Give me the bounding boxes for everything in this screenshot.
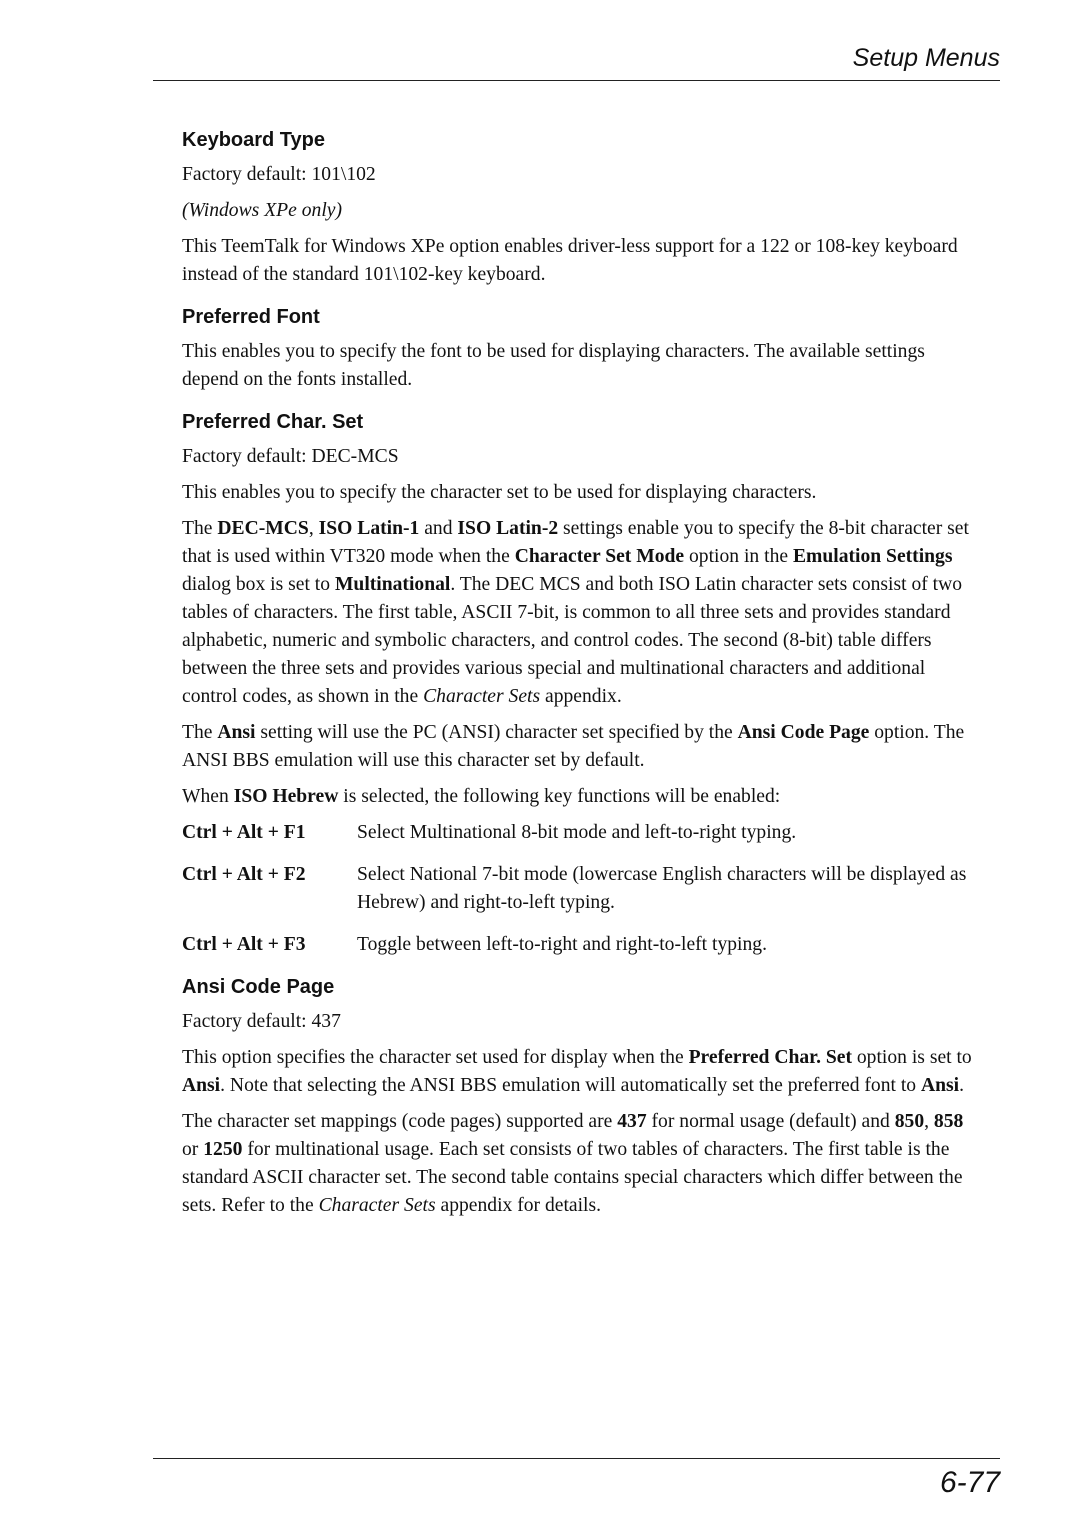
section-preferred-char-set [182, 408, 982, 959]
key-combination: Ctrl + Alt + F2 [182, 864, 306, 885]
footer-rule [153, 1458, 1000, 1459]
section-title: Keyboard Type [182, 129, 325, 151]
factory-default: Factory default: DEC-MCS [182, 446, 399, 467]
section-preferred-font [182, 303, 982, 394]
section-title: Ansi Code Page [182, 976, 335, 998]
paragraph-ansi-setting: The Ansi setting will use the PC (ANSI) character set specified by the Ansi Code Page option. The ANSI BBS emulation will use this character set by default. [182, 722, 965, 771]
section-title: Preferred Char. Set [182, 411, 364, 433]
key-combination: Ctrl + Alt + F1 [182, 822, 306, 843]
key-function-row [182, 861, 982, 917]
key-description: Toggle between left-to-right and right-to-left typing. [357, 934, 767, 955]
factory-default: Factory default: 437 [182, 1011, 341, 1032]
key-description: Select Multinational 8-bit mode and left-to-right typing. [357, 822, 797, 843]
paragraph-code-pages: The character set mappings (code pages) supported are 437 for normal usage (default) and 850, 858 or 1250 for multinational usage. Each set consists of two tables of characters. The first table is the standard ASCII character set. The second table contains special characters which differ between the sets. Refer to the Character Sets appendix for details. [182, 1111, 964, 1216]
section-intro: This enables you to specify the character set to be used for displaying characters. [182, 482, 817, 503]
key-function-row [182, 819, 982, 847]
section-keyboard-type [182, 126, 982, 289]
paragraph-ansi-display: This option specifies the character set used for display when the Preferred Char. Set option is set to Ansi. Note that selecting the ANSI BBS emulation will automatically set the preferred font to Ansi. [182, 1047, 972, 1096]
key-function-row [182, 931, 982, 959]
section-body: This enables you to specify the font to be used for displaying characters. The available settings depend on the fonts installed. [182, 341, 925, 390]
page-number: 6-77 [939, 1466, 1000, 1499]
header-rule [153, 80, 1000, 81]
page-header-title: Setup Menus [852, 44, 1000, 72]
key-description: Select National 7-bit mode (lowercase English characters will be displayed as Hebrew) and right-to-left typing. [357, 864, 967, 913]
key-combination: Ctrl + Alt + F3 [182, 934, 306, 955]
section-ansi-code-page [182, 973, 982, 1220]
factory-default: Factory default: 101\102 [182, 164, 376, 185]
section-title: Preferred Font [182, 306, 320, 328]
section-body: This TeemTalk for Windows XPe option enables driver-less support for a 122 or 108-key keyboard instead of the standard 101\102-key keyboard. [182, 236, 958, 285]
paragraph-iso-hebrew: When ISO Hebrew is selected, the following key functions will be enabled: [182, 786, 781, 807]
paragraph-char-set-details: The DEC-MCS, ISO Latin-1 and ISO Latin-2 settings enable you to specify the 8-bit character set that is used within VT320 mode when the Character Set Mode option in the Emulation Settings dialog box is set to Multinational. The DEC MCS and both ISO Latin character sets consist of two tables of characters. The first table, ASCII 7-bit, is common to all three sets and provides standard alphabetic, numeric and symbolic characters, and control codes. The second (8-bit) table differs between the three sets and provides various special and multinational characters and additional control codes, as shown in the Character Sets appendix. [182, 518, 969, 707]
platform-note: (Windows XPe only) [182, 200, 342, 221]
page-content [182, 126, 982, 1234]
